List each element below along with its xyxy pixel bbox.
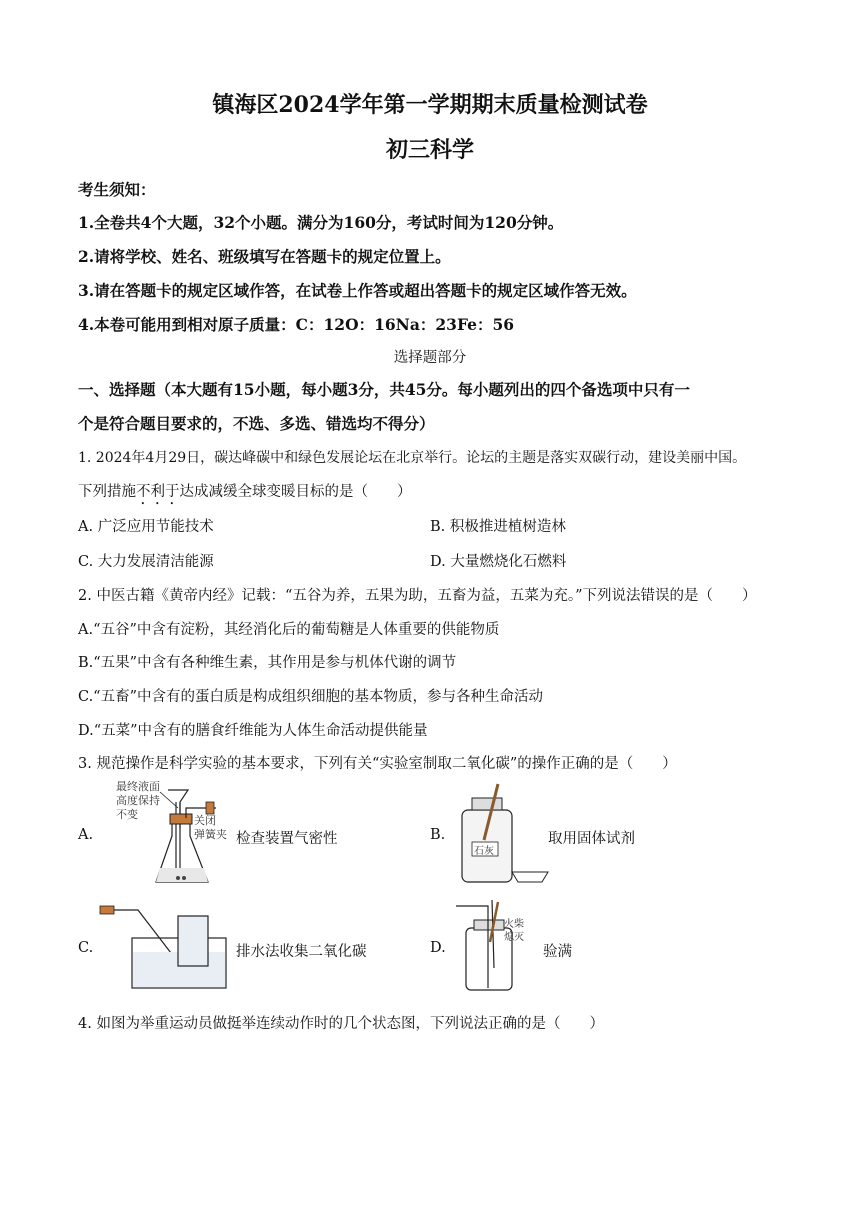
q3-d-annotation-line-2: 熄灭: [504, 932, 524, 943]
q1-stem-pre: 下列措施: [78, 484, 136, 500]
q3-a-annotation-line-5: 弹簧夹: [194, 828, 227, 841]
q3-a-annotation-line-2: 高度保持: [116, 794, 160, 807]
q3-option-a-figure: [98, 778, 238, 890]
q1-option-c: C. 大力发展清洁能源: [78, 554, 214, 570]
q1-stem-post: 达成减缓全球变暖目标的是（ ）: [179, 484, 412, 500]
exam-subtitle: 初三科学: [385, 137, 474, 163]
solid-reagent-illustration: [452, 780, 552, 888]
q3-d-annotation: [504, 918, 524, 944]
q3-option-d-letter: D.: [430, 940, 446, 956]
q3-d-annotation-line-1: 火柴: [504, 919, 524, 930]
q3-a-annotation-line-3: 不变: [116, 808, 138, 821]
q3-a-annotation-left: [116, 780, 160, 822]
q3-option-c-figure: [98, 900, 234, 992]
water-displacement-illustration: [98, 900, 234, 992]
q3-option-a-caption: 检查装置气密性: [236, 831, 338, 847]
q3-stem: 3. 规范操作是科学实验的基本要求，下列有关“实验室制取二氧化碳”的操作正确的是（ ）: [78, 756, 677, 772]
full-check-illustration: [452, 898, 542, 994]
exam-title: 镇海区2024学年第一学期期末质量检测试卷: [212, 92, 648, 118]
q3-a-annotation-right: [194, 814, 227, 842]
q3-option-c-caption: 排水法收集二氧化碳: [236, 944, 367, 960]
q3-a-annotation-line-1: 最终液面: [116, 780, 160, 793]
notice-item-2: 2.请将学校、姓名、班级填写在答题卡的规定位置上。: [78, 247, 451, 266]
q4-stem: 4. 如图为举重运动员做挺举连续动作时的几个状态图，下列说法正确的是（ ）: [78, 1016, 604, 1032]
q1-stem-line-1: 1. 2024年4月29日，碳达峰碳中和绿色发展论坛在北京举行。论坛的主题是落实双碳行动，建设美丽中国。: [78, 450, 747, 466]
notice-item-4: 4.本卷可能用到相对原子质量：C：12O：16Na：23Fe：56: [78, 315, 515, 334]
q1-stem-emphasis: 不利于: [136, 484, 180, 500]
q3-option-c-letter: C.: [78, 940, 94, 956]
section-heading-line-1: 一、选择题（本大题有15小题，每小题3分，共45分。每小题列出的四个备选项中只有一: [78, 380, 690, 399]
q3-b-reagent-label: 石灰: [474, 846, 494, 857]
q1-stem-line-2: [78, 480, 783, 508]
q2-option-d: D.“五菜”中含有的膳食纤维能为人体生命活动提供能量: [78, 723, 428, 739]
q1-option-a: A. 广泛应用节能技术: [78, 519, 214, 535]
q3-option-b-figure: [452, 780, 552, 888]
q3-option-b-letter: B.: [430, 827, 446, 843]
notice-item-1: 1.全卷共4个大题，32个小题。满分为160分，考试时间为120分钟。: [78, 213, 564, 232]
q3-option-b-caption: 取用固体试剂: [548, 831, 635, 847]
q3-option-d-figure: [452, 898, 542, 994]
q2-option-b: B.“五果”中含有各种维生素，其作用是参与机体代谢的调节: [78, 655, 457, 671]
notice-heading: 考生须知：: [78, 180, 156, 199]
notice-item-3: 3.请在答题卡的规定区域作答，在试卷上作答或超出答题卡的规定区域作答无效。: [78, 281, 637, 300]
q1-option-d: D. 大量燃烧化石燃料: [430, 554, 567, 570]
q3-a-annotation-line-4: 关闭: [194, 814, 216, 827]
q1-option-b: B. 积极推进植树造林: [430, 519, 566, 535]
q2-stem: 2. 中医古籍《黄帝内经》记载：“五谷为养，五果为助，五畜为益，五菜为充。”下列说法错误的是（ ）: [78, 588, 757, 604]
section-part-title: 选择题部分: [393, 350, 467, 366]
q2-option-c: C.“五畜”中含有的蛋白质是构成组织细胞的基本物质，参与各种生命活动: [78, 689, 544, 705]
section-heading-line-2: 个是符合题目要求的，不选、多选、错选均不得分）: [78, 414, 435, 433]
q3-option-a-letter: A.: [78, 827, 94, 843]
q2-option-a: A.“五谷”中含有淀粉，其经消化后的葡萄糖是人体重要的供能物质: [78, 622, 500, 638]
q3-option-d-caption: 验满: [543, 944, 572, 960]
